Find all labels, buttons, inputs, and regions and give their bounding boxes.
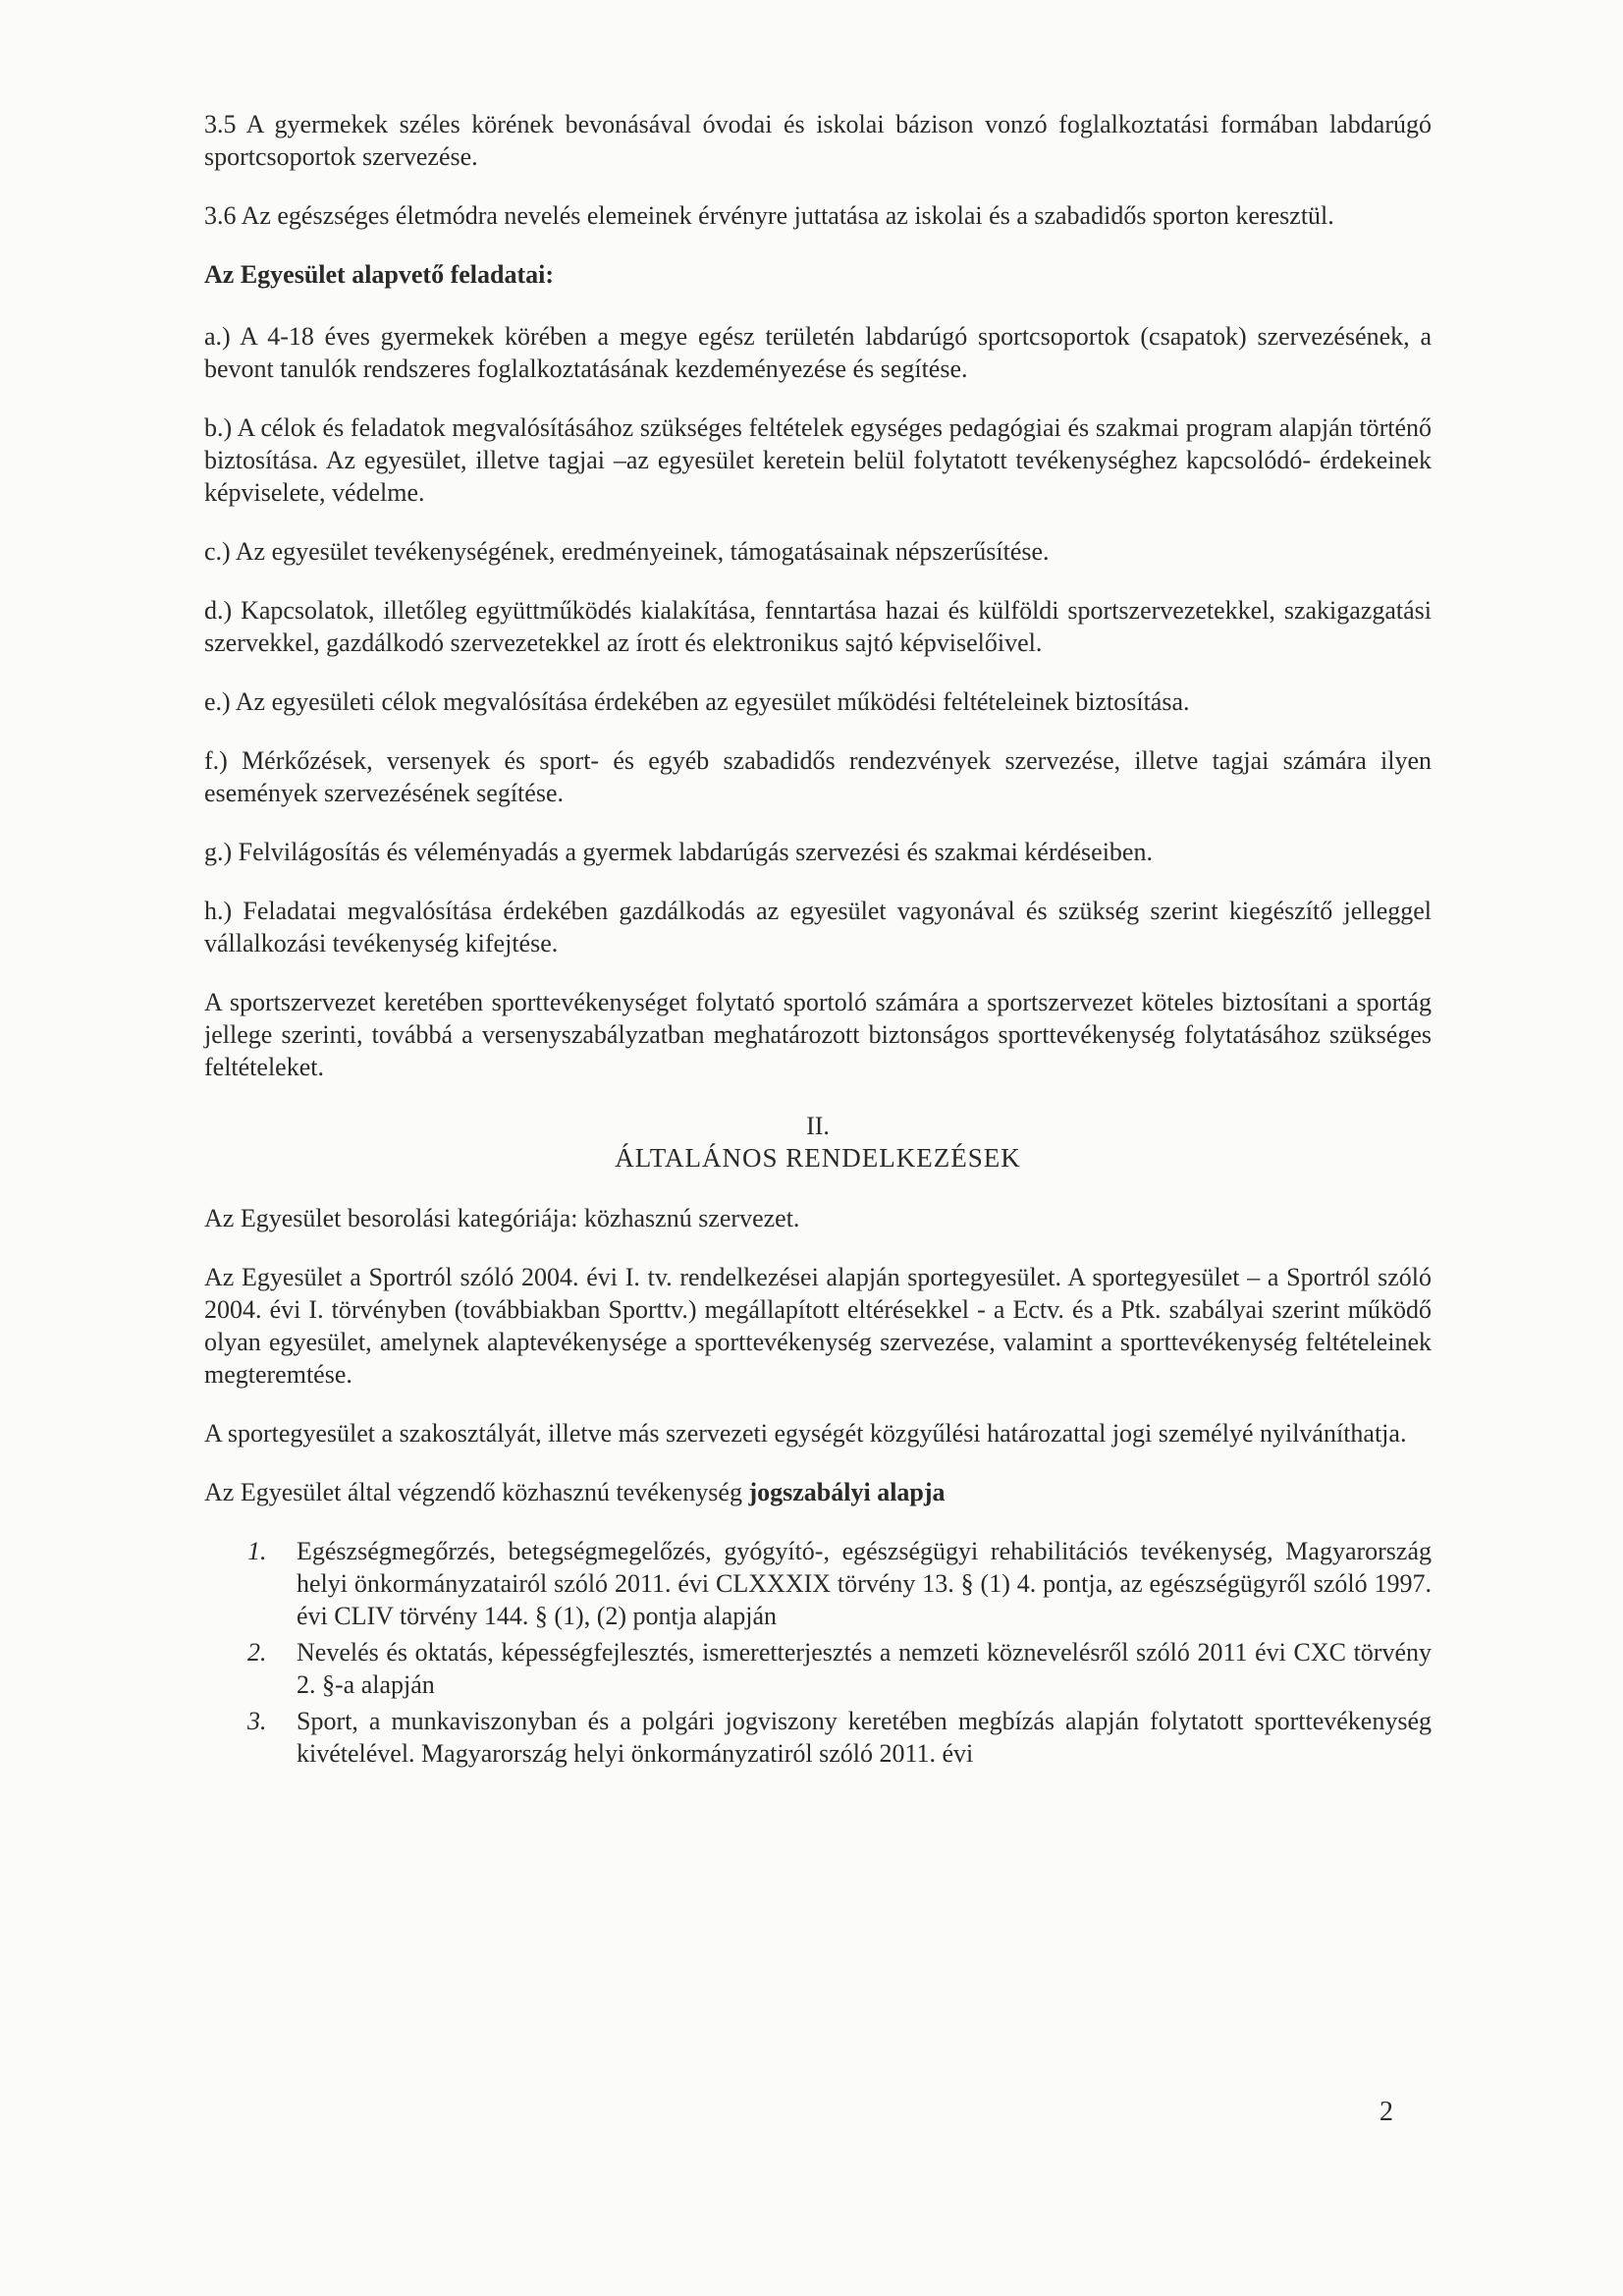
list-item <box>204 1535 1432 1632</box>
legal-basis-list <box>204 1535 1432 1770</box>
list-item <box>204 1636 1432 1701</box>
sport-paragraph: A sportszervezet keretében sporttevékenységet folytató sportoló számára a sportszervezet köteles biztosítani a sportág jellege szerinti, továbbá a versenyszabályzatban meghatározott biztonságos sporttevékenység folytatásához szükséges feltételeket. <box>204 988 1432 1081</box>
paragraph-3-6: 3.6 Az egészséges életmódra nevelés elemeinek érvényre juttatása az iskolai és a szabadidős sporton keresztül. <box>204 201 1334 230</box>
general-paragraph-2: Az Egyesület a Sportról szóló 2004. évi I. tv. rendelkezései alapján sportegyesület. A sportegyesület – a Sportról szóló 2004. évi I. törvényben (továbbiakban Sporttv.) megállapított eltérésekkel - a Ectv. és a Ptk. szabályai szerint működő olyan egyesület, amelynek alaptevékenysége a sporttevékenység szervezése, valamint a sporttevékenység feltételeinek megteremtése. <box>204 1263 1432 1389</box>
task-f: f.) Mérkőzések, versenyek és sport- és egyéb szabadidős rendezvények szervezése, illetve tagjai számára ilyen események szervezésének segítése. <box>204 746 1432 807</box>
task-d: d.) Kapcsolatok, illetőleg együttműködés kialakítása, fenntartása hazai és külföldi sportszervezetekkel, szakigazgatási szervekkel, gazdálkodó szervezetekkel az írott és elektronikus sajtó képviselőivel. <box>204 596 1432 657</box>
list-item-text: Nevelés és oktatás, képességfejlesztés, ismeretterjesztés a nemzeti köznevelésről szóló 2011 évi CXC törvény 2. §-a alapján <box>297 1638 1432 1699</box>
task-c: c.) Az egyesület tevékenységének, eredményeinek, támogatásainak népszerűsítése. <box>204 537 1050 566</box>
section-number: II. <box>806 1112 830 1140</box>
list-item-text: Sport, a munkaviszonyban és a polgári jogviszony keretében megbízás alapján folytatott sporttevékenység kivételével. Magyarország helyi önkormányzatiról szóló 2011. évi <box>297 1707 1432 1768</box>
section-title: ÁLTALÁNOS RENDELKEZÉSEK <box>615 1143 1021 1173</box>
list-item-number: 1. <box>247 1537 267 1565</box>
legal-basis-prefix: Az Egyesület által végzendő közhasznú tevékenység <box>204 1478 749 1506</box>
task-e: e.) Az egyesületi célok megvalósítása érdekében az egyesület működési feltételeinek biztosítása. <box>204 687 1190 716</box>
task-b: b.) A célok és feladatok megvalósításához szükséges feltételek egységes pedagógiai és szakmai program alapján történő biztosítása. Az egyesület, illetve tagjai –az egyesület keretein belül folytatott tevékenységhez kapcsolódó- érdekeinek képviselete, védelme. <box>204 413 1432 507</box>
legal-basis-intro <box>204 1476 1432 1508</box>
paragraph-3-5: 3.5 A gyermekek széles körének bevonásával óvodai és iskolai bázison vonzó foglalkoztatási formában labdarúgó sportcsoportok szervezése. <box>204 110 1432 171</box>
general-paragraph-3: A sportegyesület a szakosztályát, illetve más szervezeti egységét közgyűlési határozattal jogi személyé nyilváníthatja. <box>204 1419 1407 1448</box>
page-number: 2 <box>1380 2097 1393 2127</box>
tasks-heading: Az Egyesület alapvető feladatai: <box>204 260 555 289</box>
legal-basis-bold: jogszabályi alapja <box>748 1478 946 1506</box>
list-item <box>204 1705 1432 1770</box>
section-heading <box>204 1110 1432 1175</box>
general-paragraph-1: Az Egyesület besorolási kategóriája: közhasznú szervezet. <box>204 1204 800 1232</box>
list-item-text: Egészségmegőrzés, betegségmegelőzés, gyógyító-, egészségügyi rehabilitációs tevékenység, Magyarország helyi önkormányzatairól szóló 2011. évi CLXXXIX törvény 13. § (1) 4. pontja, az egészségügyről szóló 1997. évi CLIV törvény 144. § (1), (2) pontja alapján <box>297 1537 1432 1630</box>
task-a: a.) A 4-18 éves gyermekek körében a megye egész területén labdarúgó sportcsoportok (csapatok) szervezésének, a bevont tanulók rendszeres foglalkoztatásának kezdeményezése és segítése. <box>204 322 1432 383</box>
task-h: h.) Feladatai megvalósítása érdekében gazdálkodás az egyesület vagyonával és szükség szerint kiegészítő jelleggel vállalkozási tevékenység kifejtése. <box>204 897 1432 957</box>
task-g: g.) Felvilágosítás és véleményadás a gyermek labdarúgás szervezési és szakmai kérdéseiben. <box>204 838 1153 866</box>
list-item-number: 3. <box>247 1707 267 1735</box>
document-body <box>204 108 1432 1774</box>
list-item-number: 2. <box>247 1638 267 1667</box>
